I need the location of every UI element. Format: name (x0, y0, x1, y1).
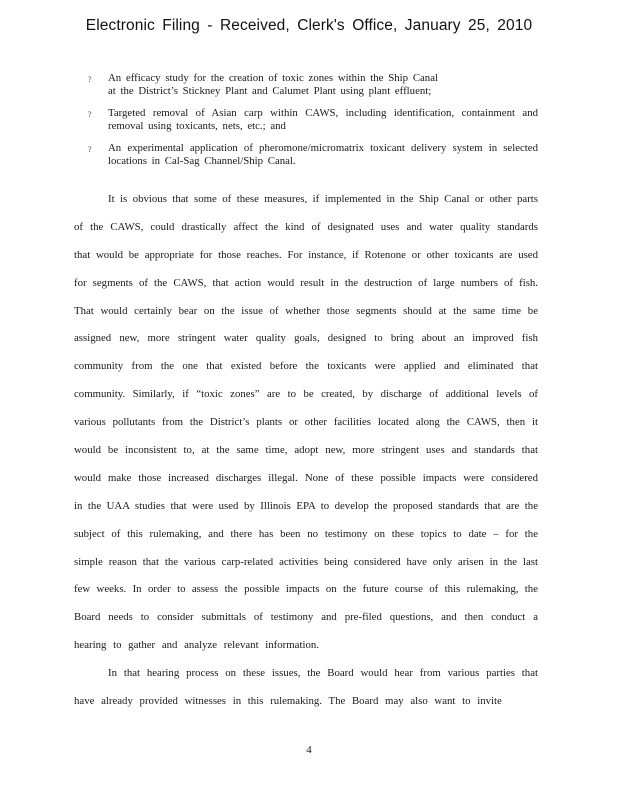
filing-stamp-header: Electronic Filing - Received, Clerk's Office, January 25, 2010 (85, 17, 533, 34)
body-line: for segments of the CAWS, that action would result in the destruction of large numbers of fish. (74, 276, 538, 289)
body-line: have already provided witnesses in this rulemaking. The Board may also want to invite (74, 695, 502, 708)
body-line: few weeks. In order to assess the possible impacts on the future course of this rulemaking, the (74, 583, 538, 596)
body-line: that would be appropriate for those reaches. For instance, if Rotenone or other toxicants are used (74, 248, 538, 261)
body-line: Board needs to consider submittals of testimony and pre-filed questions, and then conduct a (74, 611, 538, 624)
body-line: would be inconsistent to, at the same time, adopt new, more stringent uses and standards that (74, 444, 538, 457)
body-line: hearing to gather and analyze relevant information. (74, 639, 319, 652)
body-line: community from the one that existed before the toxicants were applied and eliminated that (74, 360, 538, 373)
body-line: It is obvious that some of these measures, if implemented in the Ship Canal or other parts (108, 193, 538, 205)
body-line: subject of this rulemaking, and there has been no testimony on these topics to date – for the (74, 527, 538, 540)
bullet-item (88, 107, 538, 133)
body-line: of the CAWS, could drastically affect the kind of designated uses and water quality standards (74, 220, 538, 233)
body-line: simple reason that the various carp-related activities being considered have only arisen in the last (74, 555, 538, 568)
bullet-item (88, 142, 538, 168)
bullet-text: An experimental application of pheromone/micromatrix toxicant delivery system in selected locations in Cal-Sag Channel/Ship Canal. (108, 142, 538, 167)
bullet-item (88, 72, 538, 98)
body-line: assigned new, more stringent water quality goals, designed to bring about an improved fish (74, 332, 538, 345)
body-line: In that hearing process on these issues, the Board would hear from various parties that (108, 667, 538, 680)
body-paragraphs (74, 186, 538, 716)
body-line: various pollutants from the District’s plants or other facilities located along the CAWS, then it (74, 416, 538, 429)
bullet-marker: ? (88, 75, 92, 84)
bullet-list (88, 72, 538, 177)
bullet-marker: ? (88, 145, 92, 154)
bullet-text: Targeted removal of Asian carp within CAWS, including identification, containment and removal using toxicants, nets, etc.; and (108, 107, 538, 132)
body-line: would make those increased discharges illegal. None of these possible impacts were considered (74, 471, 538, 484)
bullet-marker: ? (88, 110, 92, 119)
bullet-text: An efficacy study for the creation of toxic zones within the Ship Canal at the District’s Stickney Plant and Calumet Plant using plant effluent; (108, 72, 438, 97)
body-line: That would certainly bear on the issue of whether those segments should at the same time be (74, 304, 538, 317)
page-number: 4 (306, 744, 312, 756)
body-line: in the UAA studies that were used by Illinois EPA to develop the proposed standards that are the (74, 499, 538, 512)
body-line: community. Similarly, if “toxic zones” are to be created, by discharge of additional levels of (74, 388, 538, 401)
